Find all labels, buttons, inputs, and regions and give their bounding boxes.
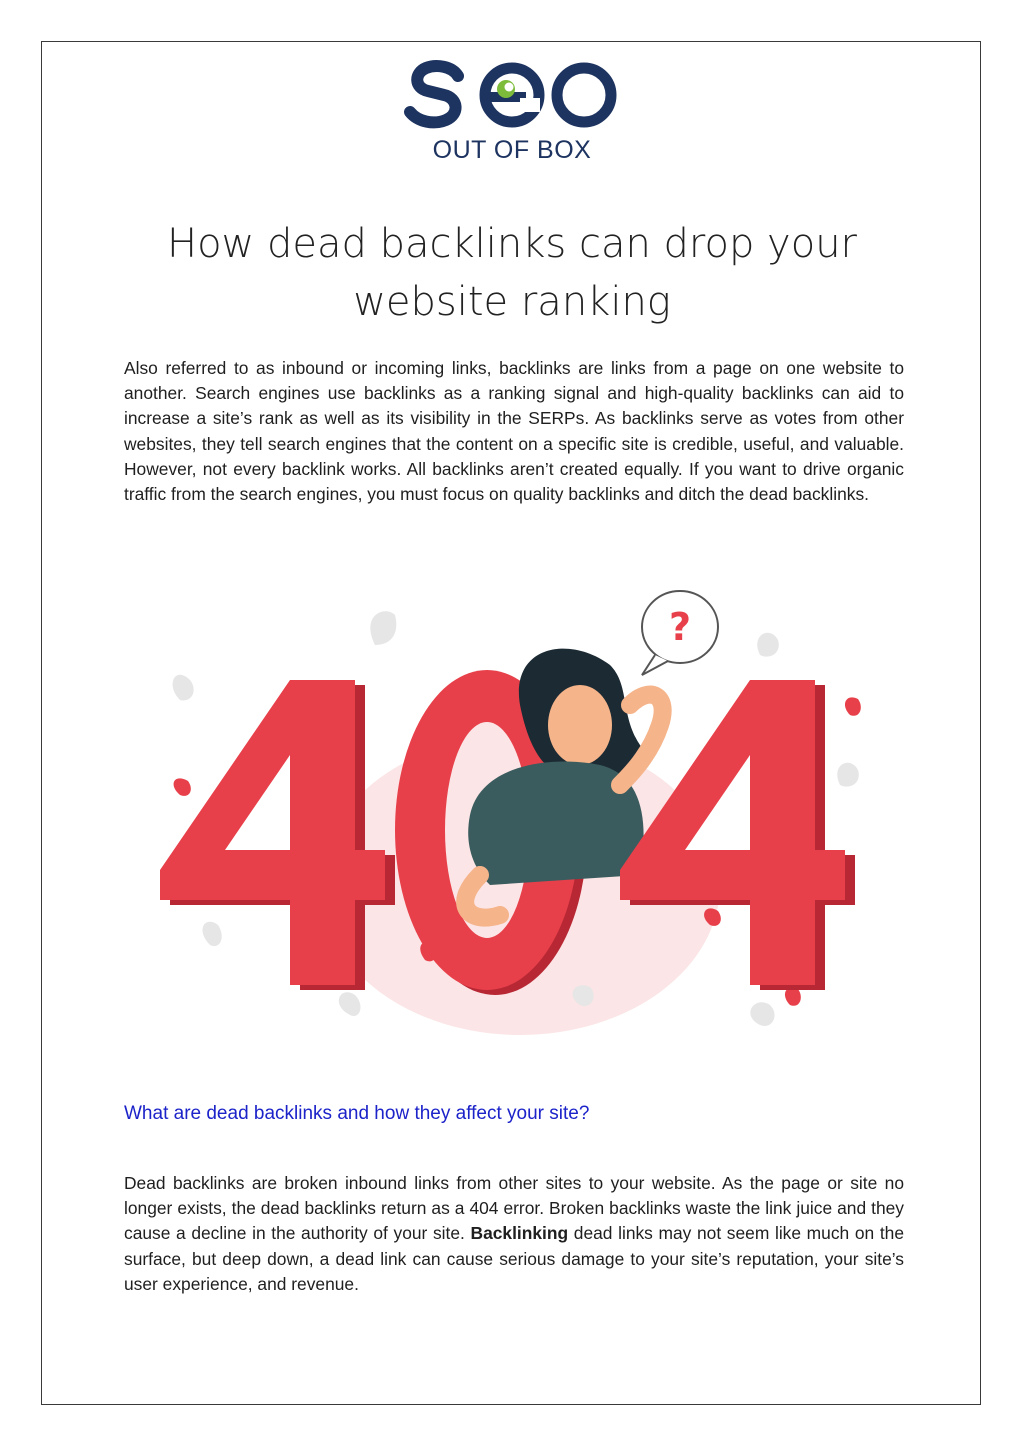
backlinking-bold: Backlinking <box>470 1223 569 1244</box>
gray-leaf <box>202 922 221 946</box>
red-leaf <box>785 987 801 1005</box>
question-mark: ? <box>668 605 692 649</box>
seo-out-of-box-logo <box>400 58 624 168</box>
section-paragraph-start: Dead backlinks are broken inbound links from other sites to your website. As the page or site no longer exists, the dead backlinks return as a 404 error. Broken backlinks waste the link juice and they cause a decline in the authority of your site. <box>124 1173 904 1244</box>
red-leaf <box>174 778 191 796</box>
gray-leaf <box>837 763 859 787</box>
section-paragraph <box>124 1171 904 1297</box>
gray-leaf <box>750 1002 774 1026</box>
title-line-2: website ranking <box>353 279 671 325</box>
face <box>548 685 612 765</box>
seo-wordmark <box>400 58 624 133</box>
title-line-1: How dead backlinks can drop your <box>167 221 857 267</box>
intro-paragraph: Also referred to as inbound or incoming links, backlinks are links from a page on one website to another. Search engines use backlinks as a ranking signal and high-quality backlinks can aid to increase a site’s rank as well as its visibility in the SERPs. As backlinks serve as votes from other websites, they tell search engines that the content on a specific site is credible, useful, and valuable. However, not every backlink works. All backlinks aren’t created equally. If you want to drive organic traffic from the search engines, you must focus on quality backlinks and ditch the dead backlinks. <box>124 358 904 505</box>
gray-leaf <box>339 992 361 1016</box>
gray-leaf <box>757 633 779 657</box>
404-error-illustration <box>150 585 880 1055</box>
gray-leaf <box>370 611 396 645</box>
speech-bubble <box>642 591 718 675</box>
red-leaf <box>845 697 861 715</box>
section-paragraph-end: dead links may not seem like much on the surface, but deep down, a dead link can cause serious damage to your site’s reputation, your site’s user experience, and revenue. <box>124 1223 904 1294</box>
section-heading: What are dead backlinks and how they affect your site? <box>124 1103 590 1124</box>
gray-leaf <box>173 675 194 701</box>
page-title <box>140 215 884 331</box>
logo-tagline: OUT OF BOX <box>432 136 592 164</box>
404-illustration-svg <box>150 585 880 1055</box>
digit-four-left <box>160 680 395 990</box>
